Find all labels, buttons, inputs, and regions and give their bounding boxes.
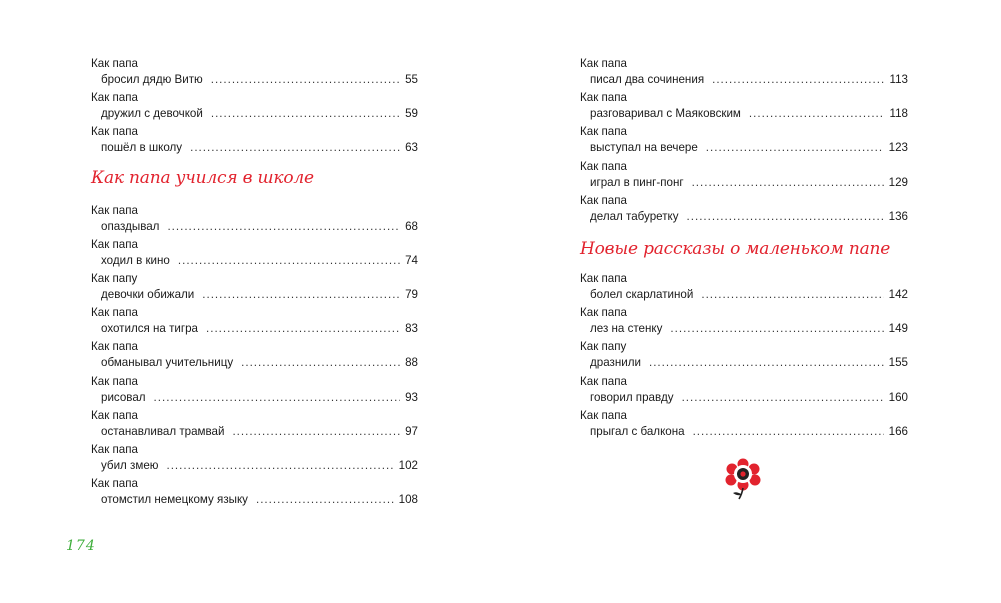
- entry-lead: Как папа: [91, 306, 138, 320]
- entry-lead: Как папа: [580, 91, 627, 105]
- dot-leader: [167, 219, 400, 235]
- entry-lead: Как папа: [580, 271, 627, 285]
- entry-page: 129: [888, 175, 908, 189]
- page-number: 174: [66, 538, 96, 554]
- entry-page: 79: [405, 287, 418, 301]
- entry-page: 102: [398, 458, 418, 472]
- entry-page: 166: [888, 424, 908, 438]
- toc-entry[interactable]: [91, 271, 418, 305]
- dot-leader: [749, 106, 885, 122]
- dot-leader: [178, 253, 400, 269]
- entry-lead: Как папа: [91, 477, 138, 491]
- dot-leader: [682, 390, 884, 406]
- entry-page: 113: [889, 73, 908, 86]
- toc-entry[interactable]: [91, 339, 418, 373]
- toc-entry[interactable]: [91, 476, 418, 510]
- entry-title: болел скарлатиной: [590, 287, 694, 301]
- dot-leader: [211, 72, 400, 88]
- dot-leader: [701, 287, 883, 303]
- entry-page: 118: [889, 107, 908, 121]
- entry-page: 55: [405, 73, 418, 86]
- entry-title: играл в пинг-понг: [590, 175, 684, 189]
- entry-page: 160: [888, 390, 908, 404]
- entry-lead: Как папа: [580, 159, 627, 173]
- toc-entry[interactable]: [580, 90, 908, 124]
- entry-title: дразнили: [590, 356, 641, 370]
- dot-leader: [693, 424, 884, 440]
- entry-title: бросил дядю Витю: [101, 73, 203, 86]
- entry-title: пошёл в школу: [101, 141, 183, 155]
- entry-page: 88: [405, 356, 418, 370]
- entry-lead: Как папа: [91, 125, 138, 139]
- entry-title: делал табуретку: [590, 209, 679, 223]
- entry-lead: Как папа: [91, 57, 138, 70]
- entry-lead: Как папа: [91, 374, 138, 388]
- toc-entry[interactable]: [91, 124, 418, 158]
- entry-page: 83: [405, 322, 418, 336]
- entry-lead: Как папа: [580, 374, 627, 388]
- entry-lead: Как папа: [91, 408, 138, 422]
- entry-page: 136: [888, 209, 908, 223]
- entry-lead: Как папа: [580, 193, 627, 207]
- entry-page: 97: [405, 424, 418, 438]
- dot-leader: [166, 458, 393, 474]
- entry-title: дружил с девочкой: [101, 107, 203, 121]
- dot-leader: [256, 492, 394, 508]
- entry-title: обманывал учительницу: [101, 356, 234, 370]
- entry-lead: Как папу: [91, 271, 138, 285]
- toc-entry[interactable]: [91, 442, 418, 476]
- entry-title: лез на стенку: [590, 322, 663, 336]
- toc-entry[interactable]: [91, 408, 418, 442]
- entry-title: отомстил немецкому языку: [101, 493, 248, 507]
- entry-title: прыгал с балкона: [590, 424, 685, 438]
- entry-page: 68: [405, 219, 418, 233]
- entry-lead: Как папа: [580, 125, 627, 139]
- toc-entry[interactable]: [91, 203, 418, 237]
- toc-entry[interactable]: [580, 159, 908, 193]
- entry-title: рисовал: [101, 390, 146, 404]
- toc-entry[interactable]: [580, 56, 908, 90]
- entry-title: писал два сочинения: [590, 73, 705, 86]
- entry-page: 155: [888, 356, 908, 370]
- toc-entry[interactable]: [580, 408, 908, 442]
- entry-lead: Как папа: [580, 57, 627, 70]
- entry-title: убил змею: [101, 458, 159, 472]
- entry-lead: Как папу: [580, 340, 627, 354]
- entry-lead: Как папа: [580, 408, 627, 422]
- toc-entry[interactable]: [91, 237, 418, 271]
- entry-title: говорил правду: [590, 390, 674, 404]
- toc-entry[interactable]: [580, 124, 908, 158]
- dot-leader: [190, 140, 400, 156]
- entry-title: выступал на вечере: [590, 141, 698, 155]
- entry-title: опаздывал: [101, 219, 160, 233]
- entry-title: охотился на тигра: [101, 322, 199, 336]
- toc-entry[interactable]: [91, 374, 418, 408]
- entry-lead: Как папа: [91, 91, 138, 105]
- toc-entry[interactable]: [580, 374, 908, 408]
- dot-leader: [211, 106, 400, 122]
- entry-page: 123: [888, 141, 908, 155]
- entry-title: ходил в кино: [101, 253, 170, 267]
- dot-leader: [692, 175, 884, 191]
- entry-page: 149: [888, 322, 908, 336]
- left-column: [91, 56, 418, 510]
- dot-leader: [232, 424, 400, 440]
- dot-leader: [202, 287, 400, 303]
- entry-title: разговаривал с Маяковским: [590, 107, 741, 121]
- dot-leader: [712, 72, 884, 88]
- toc-entry[interactable]: [580, 339, 908, 373]
- entry-page: 142: [888, 287, 908, 301]
- dot-leader: [206, 321, 400, 337]
- entry-lead: Как папа: [91, 442, 138, 456]
- toc-entry[interactable]: [580, 271, 908, 305]
- toc-entry[interactable]: [91, 90, 418, 124]
- dot-leader: [241, 355, 400, 371]
- section-heading: Новые рассказы о маленьком папе: [580, 238, 891, 259]
- entry-page: 108: [398, 493, 418, 507]
- right-column: [580, 56, 908, 442]
- entry-title: девочки обижали: [101, 287, 195, 301]
- toc-entry[interactable]: [91, 305, 418, 339]
- toc-entry[interactable]: [580, 305, 908, 339]
- section-heading: Как папа учился в школе: [91, 167, 314, 188]
- toc-entry[interactable]: [580, 193, 908, 227]
- dot-leader: [687, 209, 884, 225]
- dot-leader: [154, 390, 401, 406]
- entry-page: 74: [405, 253, 418, 267]
- entry-lead: Как папа: [580, 306, 627, 320]
- entry-lead: Как папа: [91, 237, 138, 251]
- entry-lead: Как папа: [91, 340, 138, 354]
- toc-entry[interactable]: [91, 56, 418, 90]
- entry-lead: Как папа: [91, 203, 138, 217]
- dot-leader: [670, 321, 883, 337]
- flower-icon: [723, 458, 763, 500]
- dot-leader: [649, 355, 884, 371]
- entry-page: 63: [405, 141, 418, 155]
- entry-page: 59: [405, 107, 418, 121]
- entry-page: 93: [405, 390, 418, 404]
- dot-leader: [706, 140, 884, 156]
- entry-title: останавливал трамвай: [101, 424, 225, 438]
